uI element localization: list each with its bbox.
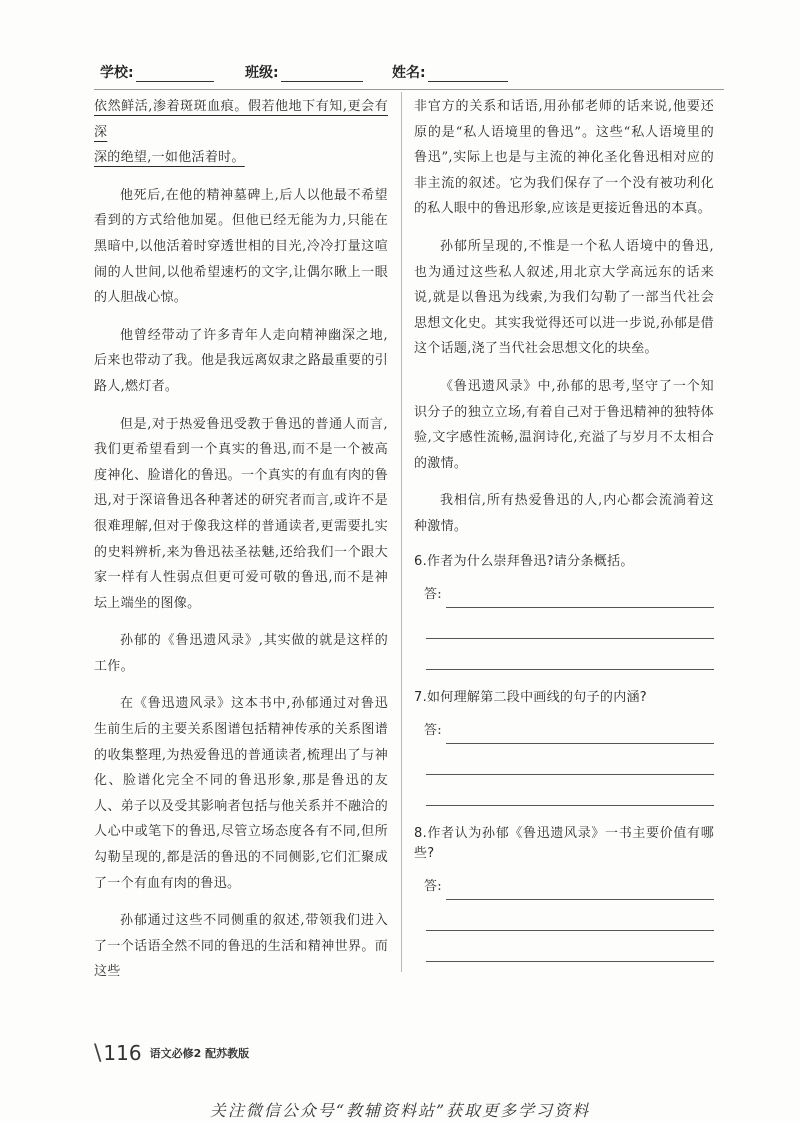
answer-field[interactable] [424, 586, 714, 608]
school-label: 学校: [100, 65, 134, 81]
answer-label: 答: [424, 878, 442, 894]
underlined-passage [94, 94, 388, 171]
answer-line[interactable] [426, 900, 714, 931]
answer-line[interactable] [426, 775, 714, 806]
answer-line[interactable] [446, 727, 714, 744]
question-text: 8.作者认为孙郁《鲁迅遗风录》一书主要价值有哪些? [414, 825, 714, 861]
paragraph: 但是,对于热爱鲁迅受教于鲁迅的普通人而言,我们更希望看到一个真实的鲁迅,而不是一个被高度神化、脸谱化的鲁迅。一个真实的有血有肉的鲁迅,对于深谙鲁迅各种著述的研究者而言,或许不是很难理解,但对于像我这样的普通读者,更需要扎实的史料辨析,来为鲁迅祛圣祛魅,还给我们一个跟大家一样有人性弱点但更可爱可敬的鲁迅,而不是神坛上端坐的图像。 [94, 416, 388, 611]
question-6 [414, 552, 714, 670]
answer-label: 答: [424, 586, 442, 602]
paragraph: 我相信,所有热爱鲁迅的人,内心都会流淌着这种激情。 [414, 493, 714, 534]
class-field[interactable] [245, 62, 363, 82]
answer-field[interactable] [424, 878, 714, 900]
name-field[interactable] [392, 62, 508, 82]
class-label: 班级: [245, 65, 279, 81]
header-rule [94, 89, 724, 90]
name-blank[interactable] [428, 65, 508, 82]
answer-label: 答: [424, 722, 442, 738]
book-title: 语文必修2 配苏教版 [149, 1047, 250, 1060]
paragraph: 《鲁迅遗风录》中,孙郁的思考,坚守了一个知识分子的独立立场,有着自己对于鲁迅精神的独特体验,文字感性流畅,温润诗化,充溢了与岁月不太相合的激情。 [414, 378, 714, 471]
question-text: 6.作者为什么崇拜鲁迅?请分条概括。 [414, 553, 634, 569]
answer-line[interactable] [426, 931, 714, 962]
paragraph: 在《鲁迅遗风录》这本书中,孙郁通过对鲁迅生前生后的主要关系图谱包括精神传承的关系图谱的收集整理,为热爱鲁迅的普通读者,梳理出了与神化、脸谱化完全不同的鲁迅形象,那是鲁迅的友人、弟子以及受其影响者包括与他关系并不融洽的人心中或笔下的鲁迅,尽管立场态度各有不同,但所勾勒呈现的,都是活的鲁迅的不同侧影,它们汇聚成了一个有血有肉的鲁迅。 [94, 696, 388, 891]
left-column [94, 94, 388, 997]
name-label: 姓名: [392, 65, 426, 81]
class-blank[interactable] [281, 65, 363, 82]
paragraph: 孙郁通过这些不同侧重的叙述,带领我们进入了一个话语全然不同的鲁迅的生活和精神世界。而这些 [94, 913, 388, 980]
page-number: 116 [103, 1041, 142, 1065]
column-divider [401, 92, 402, 972]
question-text: 7.如何理解第二段中画线的句子的内涵? [414, 689, 648, 705]
answer-line[interactable] [426, 639, 714, 670]
page-footer [94, 1040, 249, 1066]
paragraph: 他死后,在他的精神墓碑上,后人以他最不希望看到的方式给他加冕。但他已经无能为力,只能在黑暗中,以他活着时穿透世相的目光,冷冷打量这喧闹的人世间,以他希望速朽的文字,让偶尔瞅上一眼的人胆战心惊。 [94, 187, 388, 306]
bottom-note: 关注微信公众号“教辅资料站”获取更多学习资料 [209, 1101, 591, 1120]
paragraph: 他曾经带动了许多青年人走向精神幽深之地,后来也带动了我。他是我远离奴隶之路最重要的引路人,燃灯者。 [94, 327, 388, 394]
answer-field[interactable] [424, 722, 714, 744]
paragraph: 孙郁所呈现的,不惟是一个私人语境中的鲁迅,也为通过这些私人叙述,用北京大学高远东的话来说,就是以鲁迅为线索,为我们勾勒了一部当代社会思想文化史。其实我觉得还可以进一步说,孙郁是借这个话题,浇了当代社会思想文化的块垒。 [414, 238, 714, 357]
right-column [414, 94, 714, 980]
underlined-line-2: 深的绝望,一如他活着时。 [94, 150, 245, 166]
page-header [100, 62, 720, 84]
slash-decoration: \ [94, 1040, 102, 1066]
underlined-line-1: 依然鲜活,渗着斑斑血痕。假若他地下有知,更会有深 [94, 99, 388, 140]
paragraph: 孙郁的《鲁迅遗风录》,其实做的就是这样的工作。 [94, 633, 388, 674]
answer-line[interactable] [446, 883, 714, 900]
answer-line[interactable] [426, 608, 714, 639]
answer-line[interactable] [446, 591, 714, 608]
school-blank[interactable] [136, 65, 214, 82]
school-field[interactable] [100, 62, 214, 82]
paragraph: 非官方的关系和话语,用孙郁老师的话来说,他要还原的是“私人语境里的鲁迅”。这些“私人语境里的鲁迅”,实际上也是与主流的神化圣化鲁迅相对应的非主流的叙述。它为我们保存了一个没有被功利化的私人眼中的鲁迅形象,应该是更接近鲁迅的本真。 [414, 99, 714, 217]
answer-line[interactable] [426, 744, 714, 775]
question-8 [414, 824, 714, 962]
question-7 [414, 688, 714, 806]
